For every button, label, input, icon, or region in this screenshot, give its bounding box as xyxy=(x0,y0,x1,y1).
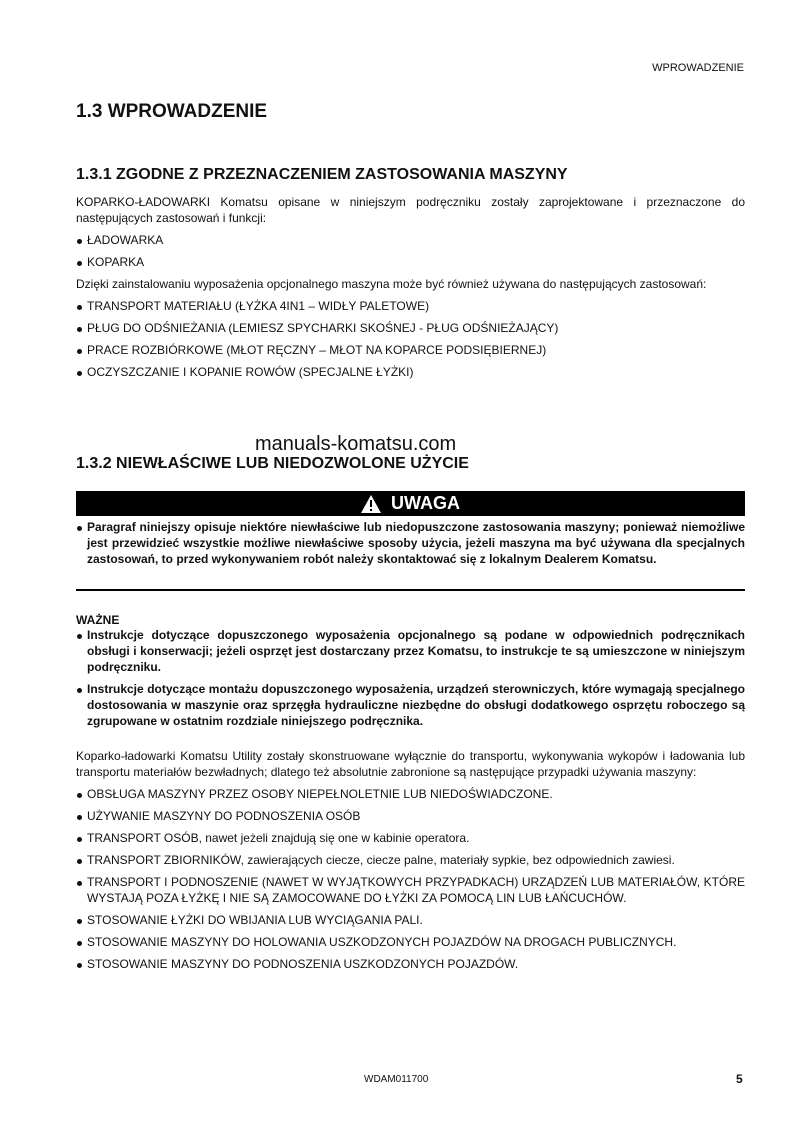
list-item: KOPARKA xyxy=(76,254,745,270)
warning-text: Paragraf niniejszy opisuje niektóre niewłaściwe lub niedopuszczone zastosowania maszyny; ponieważ niemożliwe jest przewidzieć wszystkie możliwe niewłaściwe sposoby użycia, jeżeli maszyna ma być używana dla specjalnych zastosowań, to przed wykonywaniem robót należy skontaktować się z lokalnym Dealerem Komatsu. xyxy=(76,519,745,567)
list-item: UŻYWANIE MASZYNY DO PODNOSZENIA OSÓB xyxy=(76,808,745,824)
document-code: WDAM011700 xyxy=(364,1074,429,1085)
list-item: STOSOWANIE ŁYŻKI DO WBIJANIA LUB WYCIĄGANIA PALI. xyxy=(76,912,745,928)
section-1-body xyxy=(76,194,745,380)
list-item: PŁUG DO ODŚNIEŻANIA (LEMIESZ SPYCHARKI SKOŚNEJ - PŁUG ODŚNIEŻAJĄCY) xyxy=(76,320,745,336)
list-item: TRANSPORT ZBIORNIKÓW, zawierających ciecze, ciecze palne, materiały sypkie, bez odpowiednich zawiesi. xyxy=(76,852,745,868)
list-item: ŁADOWARKA xyxy=(76,232,745,248)
subsection-heading-2: 1.3.2 NIEWŁAŚCIWE LUB NIEDOZWOLONE UŻYCIE xyxy=(76,455,469,472)
paragraph: KOPARKO-ŁADOWARKI Komatsu opisane w niniejszym podręczniku zostały zaprojektowane i przeznaczone do następujących zastosowań i funkcji: xyxy=(76,195,745,225)
important-item: Instrukcje dotyczące dopuszczonego wyposażenia opcjonalnego są podane w odpowiednich podręcznikach obsługi i konserwacji; jeżeli osprzęt jest dostarczany przez Komatsu, to instrukcje te są umieszczone w niniejszym podręczniku. xyxy=(76,627,745,675)
important-label: WAŻNE xyxy=(76,613,120,627)
paragraph: Koparko-ładowarki Komatsu Utility zostały skonstruowane wyłącznie do transportu, wykonywania wykopów i ładowania lub transportu materiałów bezwładnych; dlatego też absolutnie zabronione są następujące przypadki używania maszyny: xyxy=(76,749,745,779)
subsection-heading-1: 1.3.1 ZGODNE Z PRZEZNACZENIEM ZASTOSOWANIA MASZYNY xyxy=(76,166,568,183)
warning-banner xyxy=(76,491,745,516)
warning-triangle-icon xyxy=(361,495,381,513)
list-item: PRACE ROZBIÓRKOWE (MŁOT RĘCZNY – MŁOT NA KOPARCE PODSIĘBIERNEJ) xyxy=(76,342,745,358)
page-number: 5 xyxy=(736,1072,743,1086)
list-item: TRANSPORT I PODNOSZENIE (NAWET W WYJĄTKOWYCH PRZYPADKACH) URZĄDZEŃ LUB MATERIAŁÓW, KTÓRE WYSTAJĄ POZA ŁYŻKĘ I NIE SĄ ZAMOCOWANE DO ŁYŻKI ZA POMOCĄ LIN LUB ŁAŃCUCHÓW. xyxy=(76,874,745,906)
list-item: TRANSPORT OSÓB, nawet jeżeli znajdują się one w kabinie operatora. xyxy=(76,830,745,846)
list-item: OCZYSZCZANIE I KOPANIE ROWÓW (SPECJALNE ŁYŻKI) xyxy=(76,364,745,380)
list-item: OBSŁUGA MASZYNY PRZEZ OSOBY NIEPEŁNOLETNIE LUB NIEDOŚWIADCZONE. xyxy=(76,786,745,802)
list-item: STOSOWANIE MASZYNY DO PODNOSZENIA USZKODZONYCH POJAZDÓW. xyxy=(76,956,745,972)
watermark: manuals-komatsu.com xyxy=(255,433,457,455)
paragraph: Dzięki zainstalowaniu wyposażenia opcjonalnego maszyna może być również używana do następujących zastosowań: xyxy=(76,277,707,291)
running-header: WPROWADZENIE xyxy=(652,62,744,74)
important-item: Instrukcje dotyczące montażu dopuszczonego wyposażenia, urządzeń sterowniczych, które wymagają specjalnego dostosowania w maszynie oraz sprzęgła hydrauliczne niezbędne do obsługi dodatkowego osprzętu roboczego są zgrupowane w ostatnim rozdziale niniejszego podręcznika. xyxy=(76,681,745,729)
list-item: TRANSPORT MATERIAŁU (ŁYŻKA 4IN1 – WIDŁY PALETOWE) xyxy=(76,298,745,314)
list-item: STOSOWANIE MASZYNY DO HOLOWANIA USZKODZONYCH POJAZDÓW NA DROGACH PUBLICZNYCH. xyxy=(76,934,745,950)
section-heading: 1.3 WPROWADZENIE xyxy=(76,101,268,122)
divider xyxy=(76,589,745,591)
warning-label: UWAGA xyxy=(391,493,460,513)
